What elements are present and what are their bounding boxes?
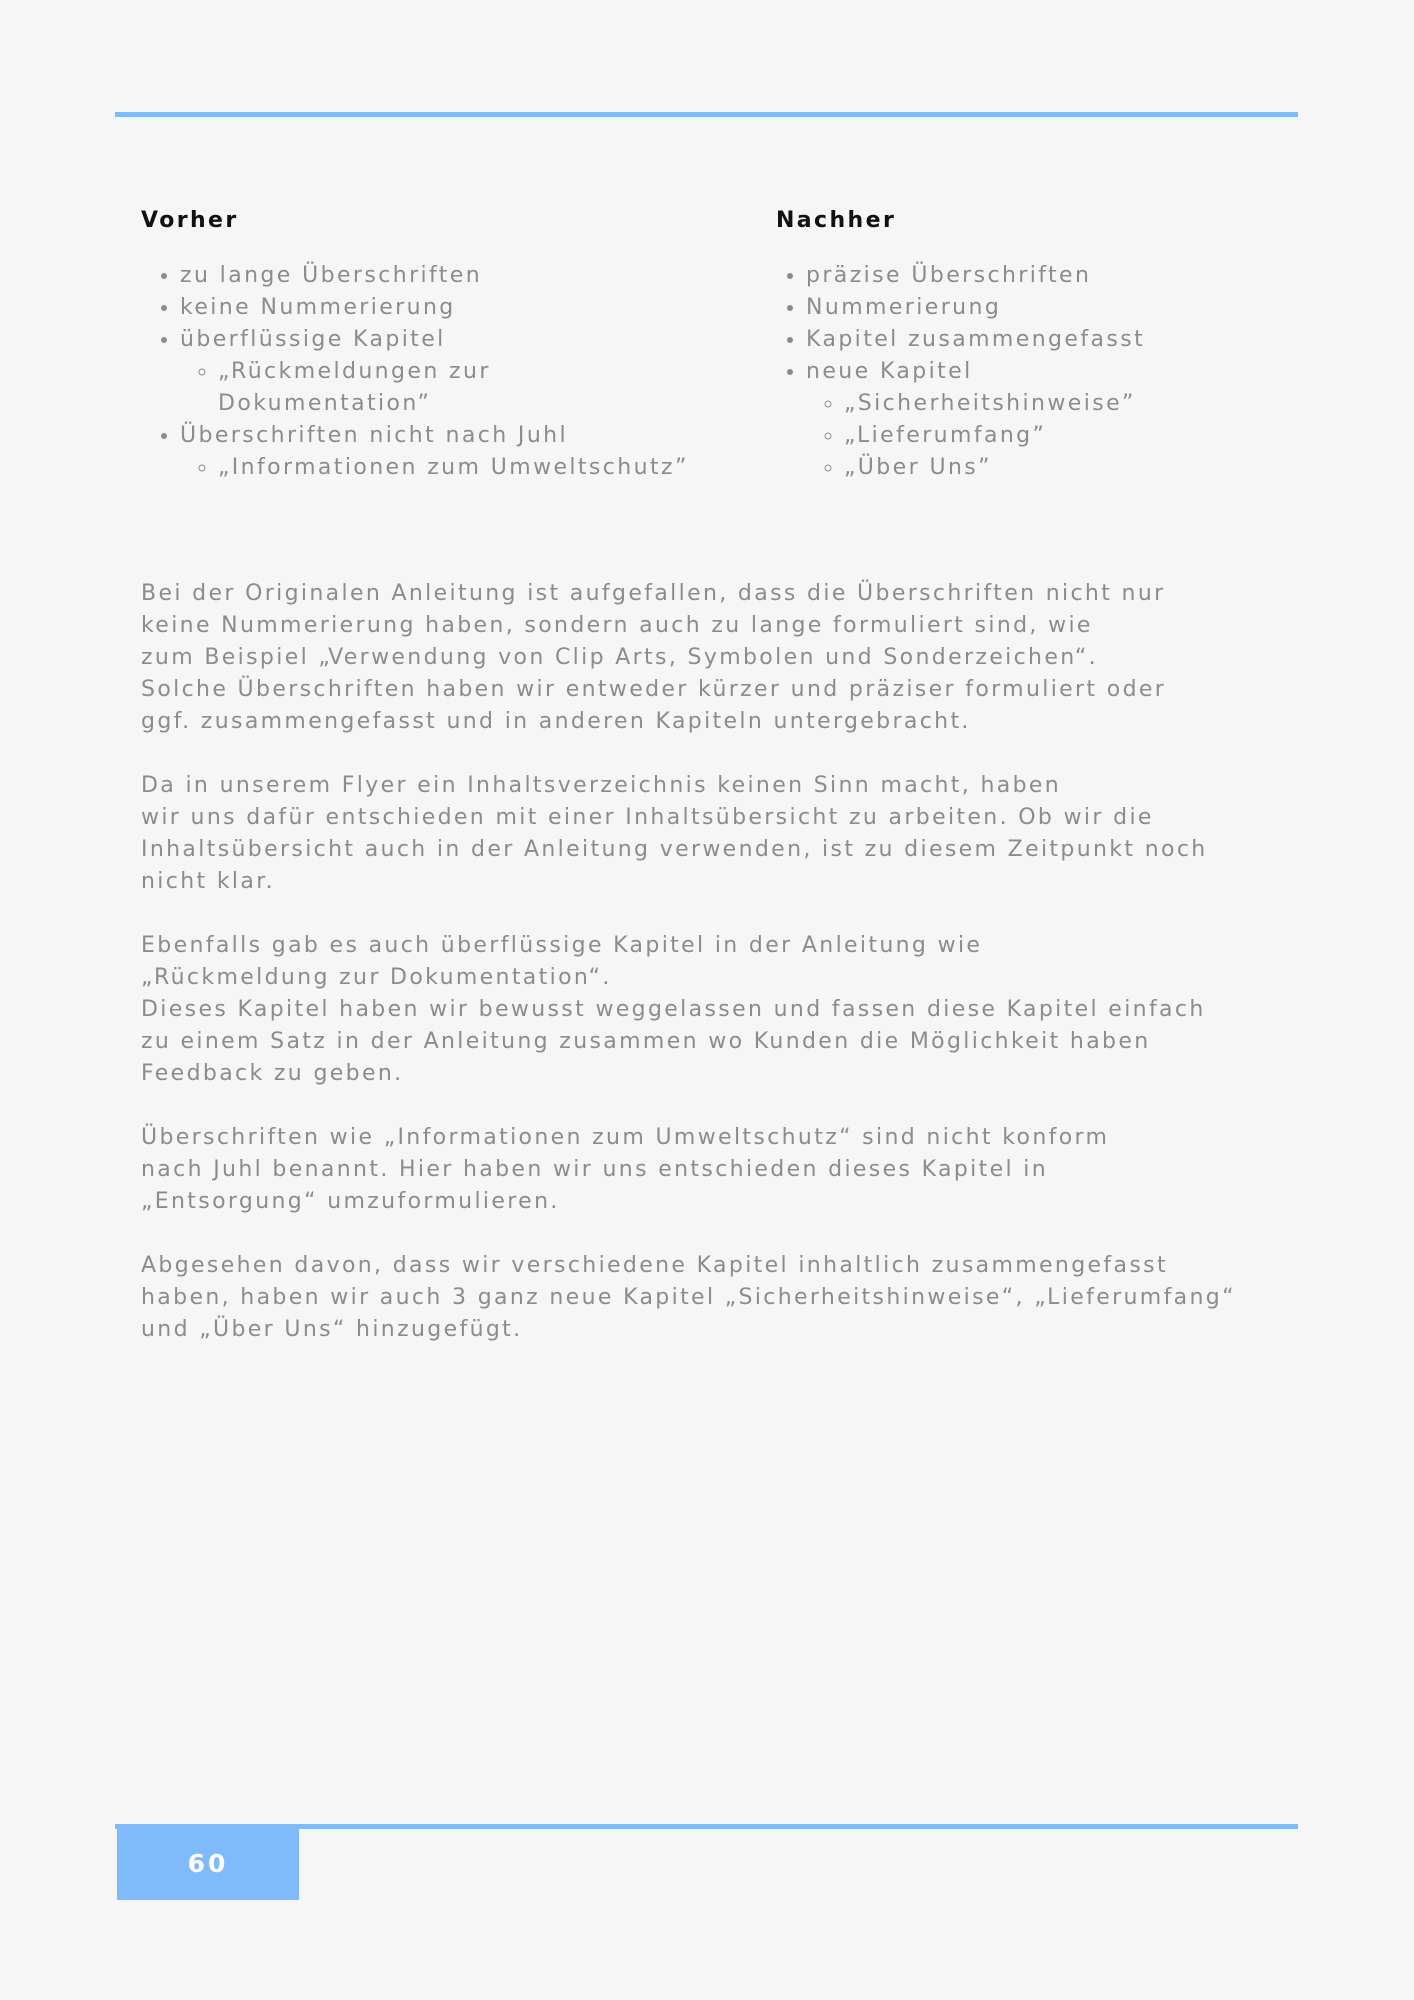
sub-list-item: ◦ „Über Uns” [844,452,1336,484]
paragraph: Ebenfalls gab es auch überflüssige Kapitel in der Anleitung wie „Rückmeldung zur Dokumentation“. Dieses Kapitel haben wir bewusst weggelassen und fassen diese Kapitel einfach zu einem Satz in der Anleitung zusammen wo Kunden die Möglichkeit haben Feedback zu geben. [141,933,1206,1086]
list-item: • neue Kapitel ◦ „Sicherheitshinweise” ◦ „Lieferumfang” ◦ „Über Uns” [806,356,1336,484]
sub-list [180,356,701,420]
column-nachher [776,204,1336,484]
sub-list [806,388,1336,484]
list-item: • zu lange Überschriften [180,260,701,292]
header-rule [115,112,1298,117]
paragraph: Bei der Originalen Anleitung ist aufgefallen, dass die Überschriften nicht nur keine Nummerierung haben, sondern auch zu lange formuliert sind, wie zum Beispiel „Verwendung von Clip Arts, Symbolen und Sonderzeichen“. Solche Überschriften haben wir entweder kürzer und präziser formuliert oder ggf. zusammengefasst und in anderen Kapiteln untergebracht. [141,581,1167,734]
sub-list [180,452,701,484]
sub-list-item: ◦ „Sicherheitshinweise” [844,388,1336,420]
list-item: • Überschriften nicht nach Juhl ◦ „Informationen zum Umweltschutz” [180,420,701,484]
paragraph: Überschriften wie „Informationen zum Umweltschutz“ sind nicht konform nach Juhl benannt. Hier haben wir uns entschieden dieses Kapitel in „Entsorgung“ umzuformulieren. [141,1125,1110,1214]
body-text [141,578,1281,1378]
sub-list-item: ◦ „Lieferumfang” [844,420,1336,452]
paragraph: Da in unserem Flyer ein Inhaltsverzeichnis keinen Sinn macht, haben wir uns dafür entschieden mit einer Inhaltsübersicht zu arbeiten. Ob wir die Inhaltsübersicht auch in der Anleitung verwenden, ist zu diesem Zeitpunkt noch nicht klar. [141,773,1208,894]
sub-list-item: ◦ „Rückmeldungen zur Dokumentation” [218,356,701,420]
list-vorher [141,260,701,484]
paragraph: Abgesehen davon, dass wir verschiedene Kapitel inhaltlich zusammengefasst haben, haben wir auch 3 ganz neue Kapitel „Sicherheitshinweise“, „Lieferumfang“ und „Über Uns“ hinzugefügt. [141,1253,1236,1342]
page-number: 60 [187,1848,229,1878]
list-item: • Nummerierung [806,292,1336,324]
column-heading-vorher: Vorher [141,208,239,233]
list-item: • Kapitel zusammengefasst [806,324,1336,356]
list-item: • keine Nummerierung [180,292,701,324]
column-heading-nachher: Nachher [776,208,897,233]
list-nachher [776,260,1336,484]
sub-list-item: ◦ „Informationen zum Umweltschutz” [218,452,701,484]
column-vorher [141,204,701,484]
list-item: • präzise Überschriften [806,260,1336,292]
page-number-badge [117,1826,299,1900]
list-item: • überflüssige Kapitel ◦ „Rückmeldungen zur Dokumentation” [180,324,701,420]
